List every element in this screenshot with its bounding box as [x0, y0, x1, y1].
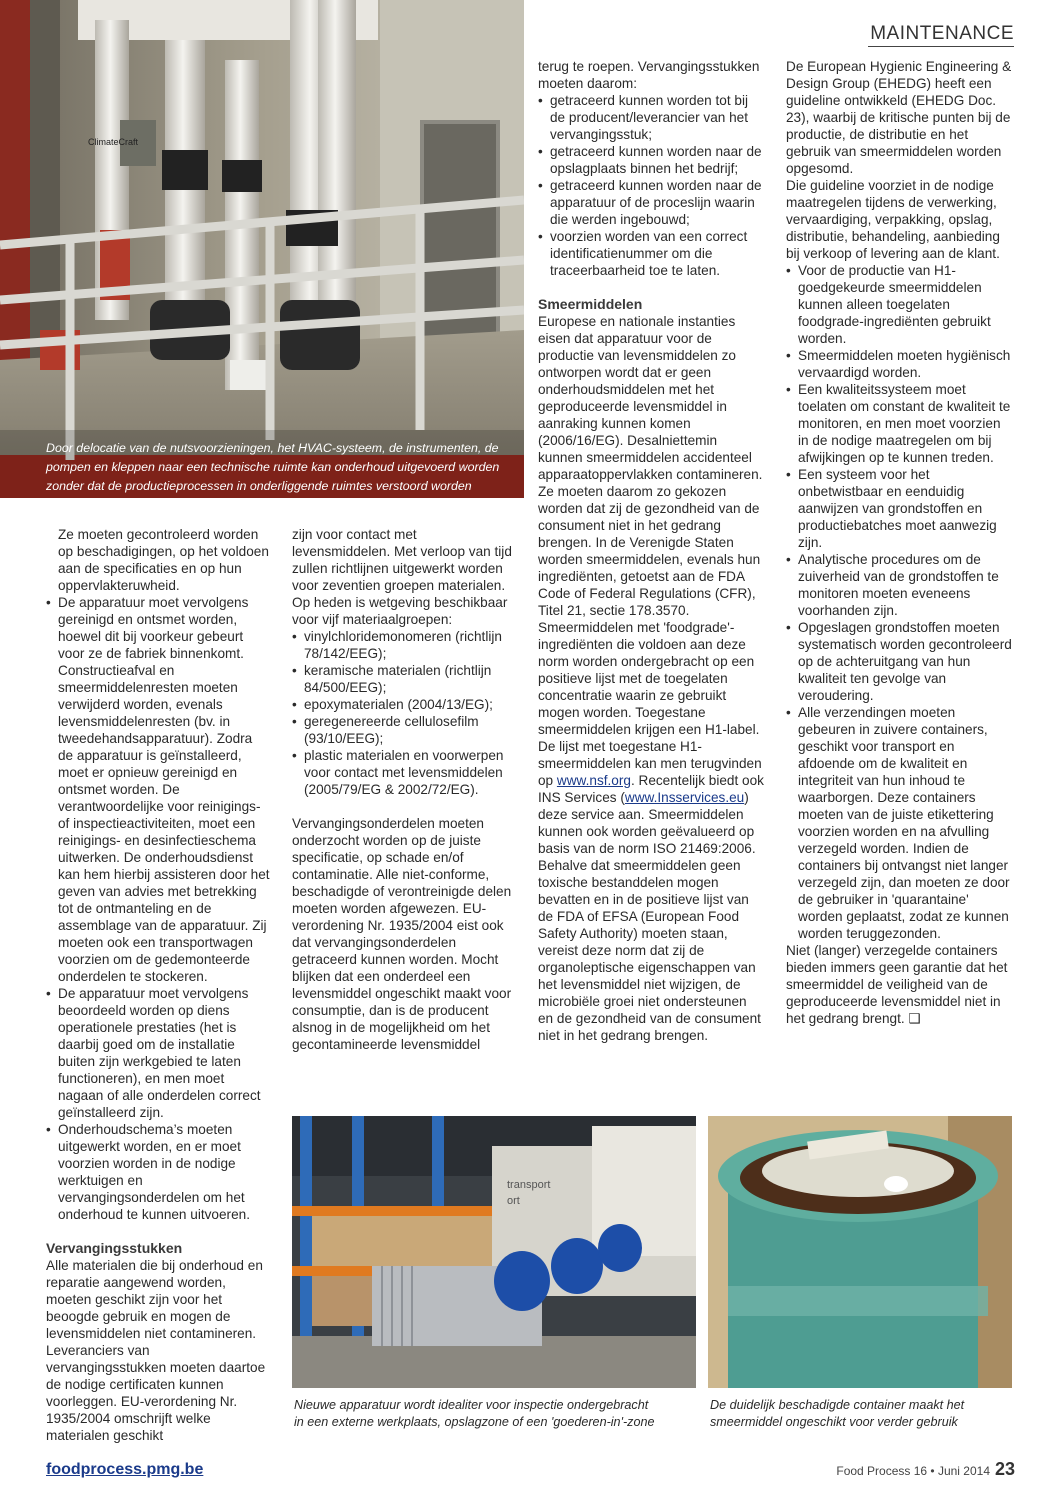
section-title: MAINTENANCE: [870, 23, 1014, 44]
col2-bullet: • plastic materialen en voorwerpen voor contact met levensmiddelen (2005/79/EG & 2002/72/EG).: [292, 747, 516, 798]
col2-bullet: • epoxymaterialen (2004/13/EG);: [292, 696, 516, 713]
col4-outro: Niet (langer) verzegelde containers bieden immers geen garantie dat het smeermiddel de veiligheid van de geproduceerde levensmiddel niet in het gedrang brengt. ❑: [786, 943, 1008, 1026]
col2-bullet: • keramische materialen (richtlijn 84/500/EEG);: [292, 662, 516, 696]
warehouse-caption: Nieuwe apparatuur wordt idealiter voor inspectie ondergebracht in een externe werkplaats, opslagzone of een 'goederen-in'-zone: [294, 1398, 655, 1429]
col3-bullet: • getraceerd kunnen worden naar de apparatuur of de proceslijn waarin die werden ingebouwd;: [538, 177, 764, 228]
col2-bullet: • geregenereerde cellulosefilm (93/10/EEG);: [292, 713, 516, 747]
col1-bullet: • Onderhoudschema’s moeten uitgewerkt worden, en er moet voorzien worden in de nodige werktuigen en vervangingsonderdelen om het onderhoud te kunnen uitvoeren.: [46, 1121, 270, 1223]
warehouse-photo: [292, 1116, 696, 1388]
col1-body: Alle materialen die bij onderhoud en reparatie aangewend worden, moeten geschikt zijn voor het beoogde gebruik en mogen de levensmiddelen niet contamineren. Leveranciers van vervangingsstukken moeten daartoe de nodige certificaten kunnen voorleggen. EU-verordening Nr. 1935/2004 omschrijft welke materialen geschikt: [46, 1258, 266, 1443]
footer-issue: Food Process 16 • Juni 2014: [836, 1464, 990, 1478]
col3-bullet: • voorzien worden van een correct identificatienummer om die traceerbaarheid toe te laten.: [538, 228, 764, 279]
page-number: 23: [995, 1459, 1016, 1479]
container-photo: [708, 1116, 1012, 1388]
hvac-illustration: [0, 0, 524, 498]
column-2: [292, 526, 516, 1053]
col4-intro2: Die guideline voorziet in de nodige maatregelen tijdens de verwerking, vervaardiging, verpakking, opslag, distributie, behandeling, aanbieding bij verkoop of levering aan de klant.: [786, 178, 1000, 261]
heading-smeermiddelen: Smeermiddelen: [538, 296, 643, 312]
container-illustration: [708, 1116, 1012, 1388]
col4-bullet: • Alle verzendingen moeten gebeuren in zuivere containers, geschikt voor transport en afdoende om de kwaliteit en integriteit van hun inhoud te waarborgen. Deze containers moeten van de juiste etikettering voorzien worden en na afvulling verzegeld worden. Indien de containers bij ontvangst niet langer verzegeld zijn, dan moeten ze door de gebruiker in 'quarantaine' worden geplaatst, zodat ze kunnen worden teruggezonden.: [786, 704, 1012, 942]
col4-bullet: • Voor de productie van H1-goedgekeurde smeermiddelen kunnen alleen toegelaten foodgrade-ingrediënten gebruikt worden.: [786, 262, 1012, 347]
sign-text: ort: [507, 1195, 520, 1207]
col2-intro: zijn voor contact met levensmiddelen. Met verloop van tijd zullen richtlijnen uitgewerkt worden voor zeventien groepen materialen. Op heden is wetgeving beschikbaar voor vijf materiaalgroepen:: [292, 527, 512, 627]
column-1: [46, 526, 270, 1444]
heading-vervangingsstukken: Vervangingsstukken: [46, 1240, 183, 1256]
col1-bullet: • De apparatuur moet vervolgens gereinigd en ontsmet worden, hoewel dit bij voorkeur gebeurt voor ze de fabriek binnenkomt. Constructieafval en smeermiddelenresten moeten verwijderd worden, evenals levensmiddelenresten (bv. in tweedehandsapparatuur). Zodra de apparatuur is geïnstalleerd, moet er opnieuw gereinigd en ontsmet worden. De verantwoordelijke voor reinigings- of inspectieactiviteiten, moet een reinigings- en desinfectieschema uitwerken. De onderhoudsdienst kan hem hierbij assisteren door het geven van advies met betrekking tot de ontmanteling en de assemblage van de apparatuur. Zij moeten ook een transportwagen voorzien om de gedemonteerde onderdelen te stockeren.: [46, 594, 270, 985]
col4-bullet: • Opgeslagen grondstoffen moeten systematisch worden gecontroleerd op de achteruitgang van hun kwaliteit ten gevolge van veroudering.: [786, 619, 1012, 704]
col3-body1: Europese en nationale instanties eisen dat apparatuur voor de productie van levensmiddelen zo ontworpen wordt dat er geen onderhoudsmiddelen met het geproduceerde levensmiddel in aanraking kunnen komen (2006/16/EG). Desalniettemin kunnen smeermiddelen accidenteel apparaatoppervlakken contamineren. Ze moeten daarom zo gekozen worden dat zij de gezondheid van de consument niet in het gedrang brengen. In de Verenigde Staten worden smeermiddelen, evenals hun ingrediënten, getoetst aan de FDA Code of Federal Regulations (CFR), Titel 21, sectie 178.3570. Smeermiddelen met 'foodgrade'-ingrediënten die voldoen aan deze norm worden ondergebracht op een positieve lijst met de toegelaten concentratie waarin ze gebruikt mogen worden. Toegestane smeermiddelen krijgen een H1-label.: [538, 314, 763, 737]
column-3: [538, 58, 764, 1044]
brand-logo-text: ClimateCraft: [88, 137, 139, 147]
col3-bullet: • getraceerd kunnen worden naar de opslagplaats binnen het bedrijf;: [538, 143, 764, 177]
col2-bullet: • vinylchloridemonomeren (richtlijn 78/142/EEG);: [292, 628, 516, 662]
col1-bullet: • De apparatuur moet vervolgens beoordeeld worden op diens operationele prestaties (het is daarbij goed om de installatie buiten zijn werkgebied te laten functioneren), en men moet nagaan of alle onderdelen correct geïnstalleerd zijn.: [46, 985, 270, 1121]
hvac-caption: Door delocatie van de nutsvoorzieningen, het HVAC-systeem, de instrumenten, de pompen en kleppen naar een technische ruimte kan onderhoud uitgevoerd worden zonder dat de productieprocessen in onderliggende ruimtes verstoord worden: [46, 441, 500, 493]
col4-intro: De European Hygienic Engineering & Design Group (EHEDG) heeft een guideline ontwikkeld (EHEDG Doc. 23), waarbij de kritische punten bij de productie, de distributie en het gebruik van smeermiddelen worden opgesomd.: [786, 59, 1012, 176]
sign-text: transport: [507, 1179, 551, 1191]
column-4: [786, 58, 1012, 1027]
col3-intro: terug te roepen. Vervangingsstukken moeten daarom:: [538, 59, 760, 91]
hvac-photo: [0, 0, 524, 498]
col4-bullet: • Een systeem voor het onbetwistbaar en eenduidig aanwijzen van grondstoffen en productiebatches moet aanwezig zijn.: [786, 466, 1012, 551]
link-insservices[interactable]: www.Insservices.eu: [624, 790, 745, 805]
col4-bullet: • Analytische procedures om de zuiverheid van de grondstoffen te monitoren moeten eveneens voorhanden zijn.: [786, 551, 1012, 619]
col3-list-paragraph: De lijst met toegestane H1-smeermiddelen kan men terugvinden op www.nsf.org. Recentelijk biedt ook INS Services (www.Insservices.eu) deze service aan. Smeermiddelen kunnen ook worden geëvalueerd op basis van de norm ISO 21469:2006.: [538, 739, 764, 856]
link-nsf[interactable]: www.nsf.org: [556, 773, 631, 788]
col4-bullet: • Smeermiddelen moeten hygiënisch vervaardigd worden.: [786, 347, 1012, 381]
col3-bullet: • getraceerd kunnen worden tot bij de producent/leverancier van het vervangingsstuk;: [538, 92, 764, 143]
col4-bullet: • Een kwaliteitssysteem moet toelaten om constant de kwaliteit te monitoren, en men moet voorzien in de nodige maatregelen om bij afwijkingen op te kunnen treden.: [786, 381, 1012, 466]
end-mark-icon: ❑: [908, 1011, 921, 1026]
container-caption: De duidelijk beschadigde container maakt het smeermiddel ongeschikt voor verder gebruik: [710, 1398, 965, 1429]
warehouse-illustration: [292, 1116, 696, 1388]
col2-body: Vervangingsonderdelen moeten onderzocht worden op de juiste specificatie, op schade en/of contaminatie. Alle niet-conforme, beschadigde of verontreinigde delen moeten worden afgewezen. EU-verordening Nr. 1935/2004 eist ook dat vervangingsonderdelen getraceerd kunnen worden. Mocht blijken dat een onderdeel een levensmiddel ongeschikt maakt voor consumptie, dan is de producent alsnog in de mogelijkheid om het gecontamineerde levensmiddel: [292, 816, 512, 1052]
col1-intro: Ze moeten gecontroleerd worden op beschadigingen, op het voldoen aan de specificaties en op hun oppervlakteruwheid.: [58, 527, 269, 593]
footer-site[interactable]: foodprocess.pmg.be: [46, 1461, 204, 1478]
col3-body2: Behalve dat smeermiddelen geen toxische bestanddelen mogen bevatten en in de positieve lijst van de FDA of EFSA (European Food Safety Authority) moeten staan, vereist deze norm dat zij de organoleptische eigenschappen van het levensmiddel niet wijzigen, de microbiële groei niet ondersteunen en de gezondheid van de consument niet in het gedrang brengen.: [538, 858, 761, 1043]
section-header: [868, 22, 1014, 47]
